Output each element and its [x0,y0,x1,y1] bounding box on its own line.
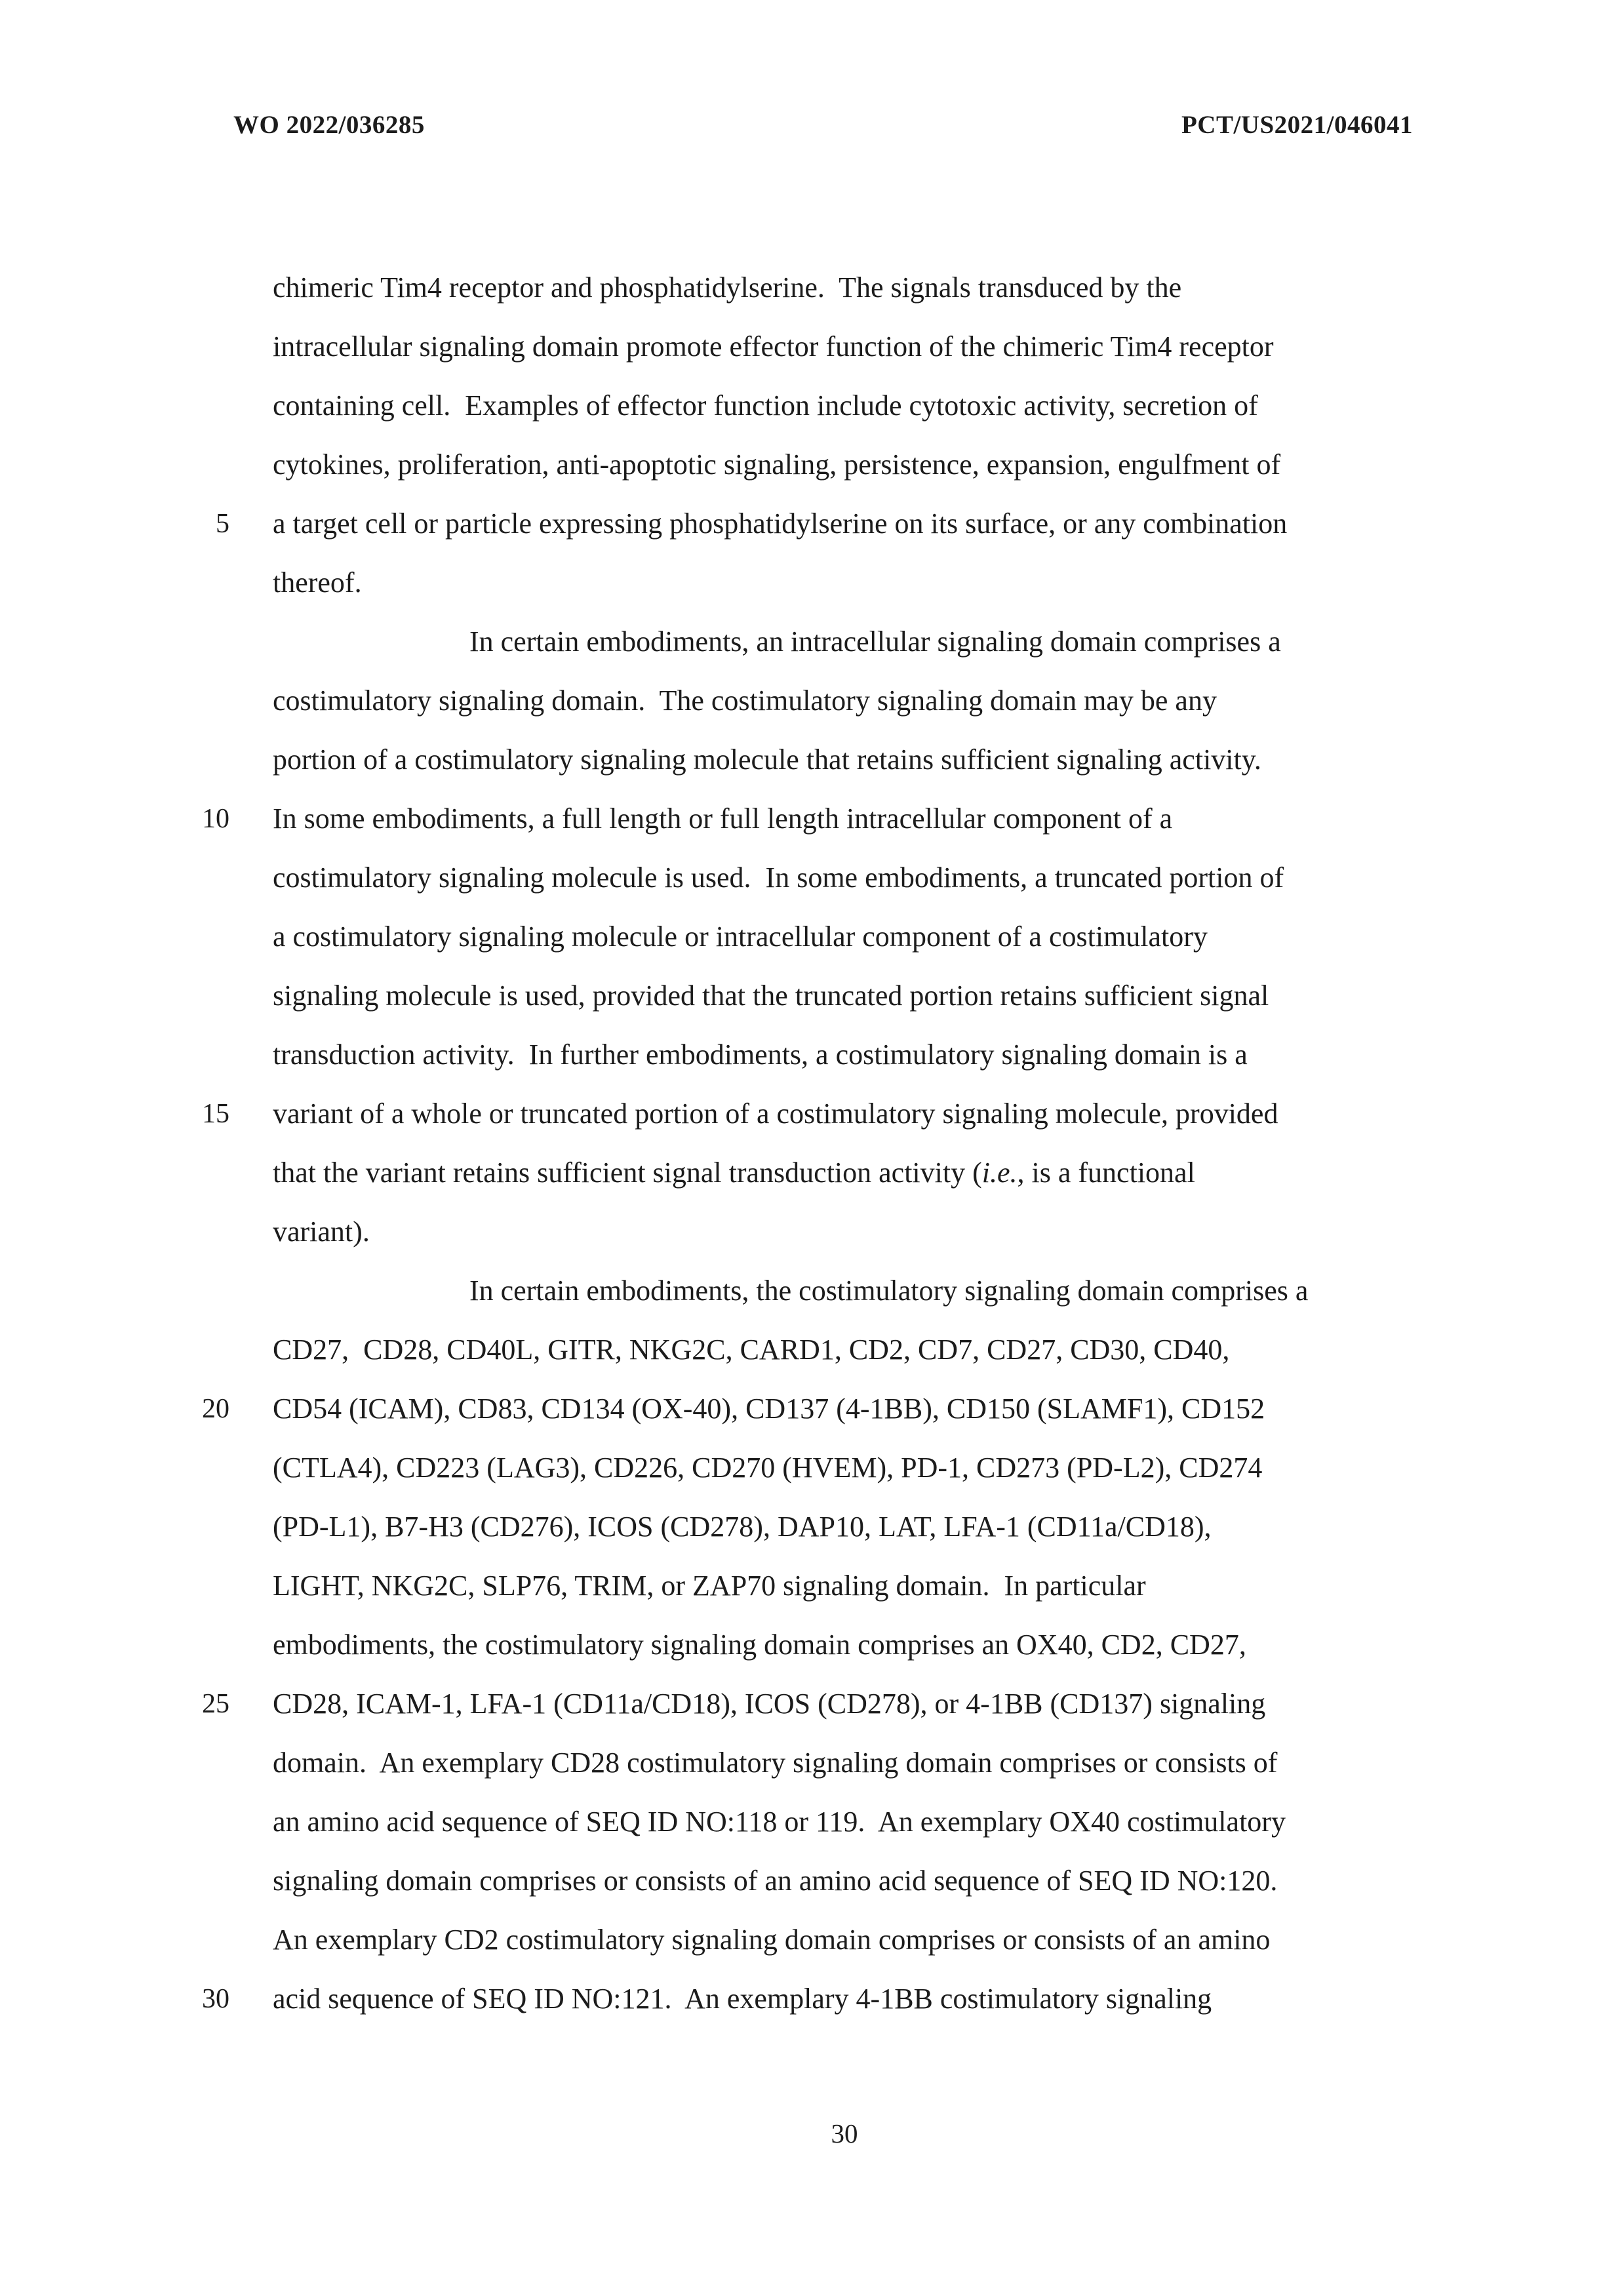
text-line [273,258,1427,317]
line-text: portion of a costimulatory signaling molecule that retains sufficient signaling activity. [273,743,1261,776]
text-line [273,1143,1427,1202]
page-footer [273,2118,1416,2149]
line-text: acid sequence of SEQ ID NO:121. An exemplary 4-1BB costimulatory signaling [273,1983,1212,2015]
line-text: signaling domain comprises or consists of an amino acid sequence of SEQ ID NO:120. [273,1865,1278,1897]
line-text: In some embodiments, a full length or full length intracellular component of a [273,802,1173,835]
line-text: costimulatory signaling molecule is used. In some embodiments, a truncated portion of [273,861,1284,894]
text-line [202,789,1427,848]
line-text: domain. An exemplary CD28 costimulatory signaling domain comprises or consists of [273,1747,1278,1779]
text-line [202,1084,1427,1143]
text-line [273,612,1427,671]
line-text: a target cell or particle expressing phosphatidylserine on its surface, or any combination [273,507,1288,540]
line-text: (PD-L1), B7-H3 (CD276), ICOS (CD278), DAP10, LAT, LFA-1 (CD11a/CD18), [273,1511,1212,1543]
line-text: transduction activity. In further embodiments, a costimulatory signaling domain is a [273,1039,1248,1071]
page-number: 30 [831,2118,858,2148]
line-text: containing cell. Examples of effector function include cytotoxic activity, secretion of [273,389,1258,422]
line-text: In certain embodiments, the costimulatory signaling domain comprises a [469,1275,1309,1307]
text-line [273,1851,1427,1910]
line-text: CD27, CD28, CD40L, GITR, NKG2C, CARD1, CD2, CD7, CD27, CD30, CD40, [273,1334,1230,1366]
line-text: CD28, ICAM-1, LFA-1 (CD11a/CD18), ICOS (CD278), or 4-1BB (CD137) signaling [273,1688,1266,1720]
text-line [273,1910,1427,1969]
line-text: variant). [273,1216,370,1248]
page-header [233,110,1413,140]
line-text: intracellular signaling domain promote effector function of the chimeric Tim4 receptor [273,330,1274,363]
line-text: a costimulatory signaling molecule or intracellular component of a costimulatory [273,920,1208,953]
text-line [273,1261,1427,1320]
text-line [273,730,1427,789]
text-line [202,1674,1427,1733]
line-number: 25 [202,1689,229,1719]
line-text: CD54 (ICAM), CD83, CD134 (OX-40), CD137 (4-1BB), CD150 (SLAMF1), CD152 [273,1393,1265,1425]
application-number: PCT/US2021/046041 [1181,111,1413,139]
text-line [273,1615,1427,1674]
line-text: LIGHT, NKG2C, SLP76, TRIM, or ZAP70 signaling domain. In particular [273,1570,1146,1602]
line-number: 20 [202,1394,229,1424]
text-line [273,553,1427,612]
text-line [273,435,1427,494]
text-line [273,1556,1427,1615]
text-line [273,1202,1427,1261]
text-line [273,848,1427,907]
line-number: 5 [216,509,229,539]
text-line [273,376,1427,435]
text-line [202,1969,1427,2029]
text-line [273,907,1427,966]
text-line [273,966,1427,1025]
line-text: thereof. [273,566,362,599]
text-line [273,1320,1427,1379]
publication-number: WO 2022/036285 [233,111,425,139]
text-line [216,494,1427,553]
line-text: an amino acid sequence of SEQ ID NO:118 or 119. An exemplary OX40 costimulatory [273,1806,1286,1838]
document-body [202,258,1427,2029]
text-line [273,1733,1427,1792]
text-line [273,317,1427,376]
line-text: cytokines, proliferation, anti-apoptotic signaling, persistence, expansion, engulfment of [273,448,1281,481]
line-text: An exemplary CD2 costimulatory signaling domain comprises or consists of an amino [273,1924,1271,1956]
line-text: signaling molecule is used, provided that the truncated portion retains sufficient signal [273,980,1269,1012]
text-line [273,671,1427,730]
line-text: In certain embodiments, an intracellular signaling domain comprises a [469,625,1281,658]
line-number: 10 [202,804,229,834]
line-number: 30 [202,1984,229,2014]
line-text: that the variant retains sufficient signal transduction activity (i.e., is a functional [273,1157,1195,1189]
line-text: costimulatory signaling domain. The costimulatory signaling domain may be any [273,684,1217,717]
text-line [273,1792,1427,1851]
text-line [273,1438,1427,1497]
line-number: 15 [202,1099,229,1129]
line-text: chimeric Tim4 receptor and phosphatidylserine. The signals transduced by the [273,271,1182,304]
text-line [202,1379,1427,1438]
line-text: variant of a whole or truncated portion of a costimulatory signaling molecule, provided [273,1098,1278,1130]
line-text: embodiments, the costimulatory signaling domain comprises an OX40, CD2, CD27, [273,1629,1246,1661]
line-text: (CTLA4), CD223 (LAG3), CD226, CD270 (HVEM), PD-1, CD273 (PD-L2), CD274 [273,1452,1263,1484]
text-line [273,1025,1427,1084]
text-line [273,1497,1427,1556]
